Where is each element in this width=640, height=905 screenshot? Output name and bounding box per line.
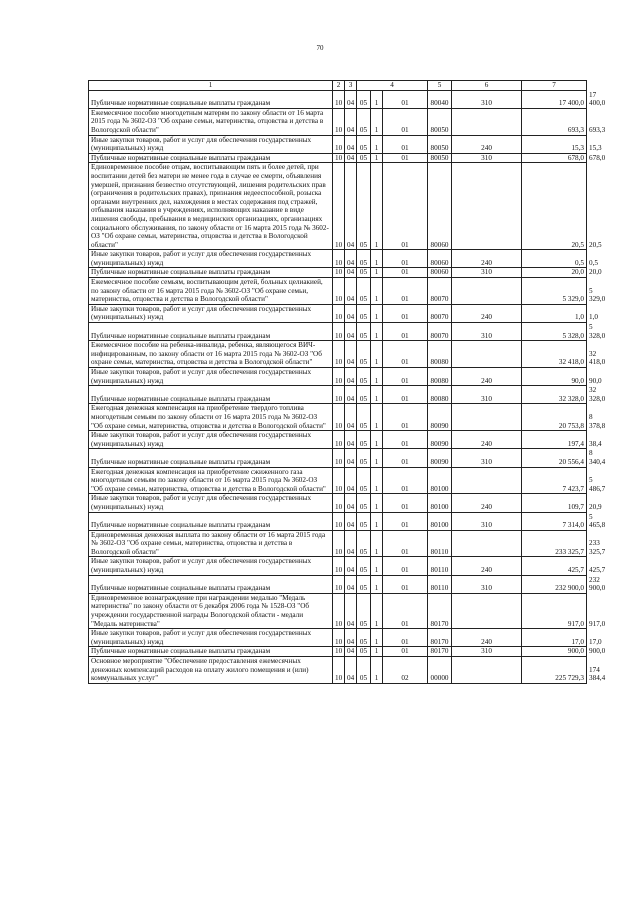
subprogram-code-cell: 1: [371, 135, 383, 153]
subsection-code-cell: 04: [345, 512, 357, 530]
subsection-code-cell: 04: [345, 557, 357, 575]
expense-type-cell: 310: [452, 449, 522, 467]
section-code-cell: 10: [333, 657, 345, 684]
subsection-code-cell: 04: [345, 593, 357, 628]
direction-code-cell: 80070: [428, 278, 452, 305]
section-code-cell: 10: [333, 494, 345, 512]
subsection-code-cell: 04: [345, 431, 357, 449]
table-row: Публичные нормативные социальные выплаты гражданам 10 04 05 1 01 80060 310 20,0 20,0: [89, 268, 587, 278]
page-number: 70: [316, 44, 324, 52]
row-name-cell: Иные закупки товаров, работ и услуг для обеспечения государственных (муниципальных) нужд: [89, 250, 333, 268]
table-row: Единовременное вознаграждение при награждении медалью "Медаль материнства" по закону области от 6 декабря 2006 года № 1528-ОЗ "Об учреждении государственной награды Вологодской области - медали "Медаль материнства" 10 04 05 1 01 80170 917,0 917,0: [89, 593, 587, 628]
row-name-cell: Единовременная денежная выплата по закону области от 16 марта 2015 года № 3602-ОЗ "Об охране семьи, материнства, отцовства и детства в Вологодской области": [89, 530, 333, 557]
direction-code-cell: 80050: [428, 135, 452, 153]
amount-year1-cell: 1,0: [522, 304, 587, 322]
program-code-cell: 05: [357, 368, 371, 386]
program-code-cell: 05: [357, 108, 371, 135]
program-code-cell: 05: [357, 90, 371, 108]
direction-code-cell: 80170: [428, 629, 452, 647]
section-code-cell: 10: [333, 647, 345, 657]
subsection-code-cell: 04: [345, 467, 357, 494]
amount-year1-cell: 233 325,7: [522, 530, 587, 557]
section-code-cell: 10: [333, 512, 345, 530]
section-code-cell: 10: [333, 108, 345, 135]
program-code-cell: 05: [357, 657, 371, 684]
subsection-code-cell: 04: [345, 494, 357, 512]
direction-code-cell: 80170: [428, 593, 452, 628]
subsection-code-cell: 04: [345, 268, 357, 278]
expense-type-cell: 240: [452, 250, 522, 268]
row-name-cell: Публичные нормативные социальные выплаты гражданам: [89, 386, 333, 404]
program-code-cell: 05: [357, 153, 371, 163]
program-code-cell: 05: [357, 268, 371, 278]
row-name-cell: Иные закупки товаров, работ и услуг для обеспечения государственных (муниципальных) нужд: [89, 431, 333, 449]
row-name-cell: Иные закупки товаров, работ и услуг для обеспечения государственных (муниципальных) нужд: [89, 368, 333, 386]
subprogram-code-cell: 1: [371, 629, 383, 647]
program-code-cell: 05: [357, 512, 371, 530]
program-code-cell: 05: [357, 278, 371, 305]
activity-code-cell: 01: [383, 341, 428, 368]
table-row: Ежемесячное пособие многодетным матерям по закону области от 16 марта 2015 года № 3602-ОЗ "Об охране семьи, материнства, отцовства и детства в Вологодской области" 10 04 05 1 01 80050 693,3 693,3: [89, 108, 587, 135]
amount-year1-cell: 7 314,0: [522, 512, 587, 530]
table-row: Иные закупки товаров, работ и услуг для обеспечения государственных (муниципальных) нужд 10 04 05 1 01 80170 240 17,0 17,0: [89, 629, 587, 647]
activity-code-cell: 01: [383, 90, 428, 108]
table-row: Ежегодная денежная компенсация на приобретение сжиженного газа многодетным семьям по закону области от 16 марта 2015 года № 3602-ОЗ "Об охране семьи, материнства, отцовства и детства в Вологодской области" 10 04 05 1 01 80100 7 423,7 5 486,7: [89, 467, 587, 494]
expense-type-cell: 240: [452, 494, 522, 512]
activity-code-cell: 01: [383, 467, 428, 494]
amount-year1-cell: 32 328,0: [522, 386, 587, 404]
amount-year1-cell: 17 400,0: [522, 90, 587, 108]
activity-code-cell: 01: [383, 449, 428, 467]
activity-code-cell: 01: [383, 304, 428, 322]
amount-year1-cell: 90,0: [522, 368, 587, 386]
program-code-cell: 05: [357, 494, 371, 512]
section-code-cell: 10: [333, 557, 345, 575]
direction-code-cell: 80060: [428, 250, 452, 268]
program-code-cell: 05: [357, 250, 371, 268]
activity-code-cell: 01: [383, 593, 428, 628]
program-code-cell: 05: [357, 575, 371, 593]
amount-year1-cell: 917,0: [522, 593, 587, 628]
activity-code-cell: 01: [383, 512, 428, 530]
program-code-cell: 05: [357, 163, 371, 250]
direction-code-cell: 80110: [428, 575, 452, 593]
subprogram-code-cell: 1: [371, 368, 383, 386]
expense-type-cell: 240: [452, 431, 522, 449]
subprogram-code-cell: 1: [371, 512, 383, 530]
row-name-cell: Единовременное вознаграждение при награждении медалью "Медаль материнства" по закону области от 6 декабря 2006 года № 1528-ОЗ "Об учреждении государственной награды Вологодской области - медали "Медаль материнства": [89, 593, 333, 628]
table-row: Публичные нормативные социальные выплаты гражданам 10 04 05 1 01 80090 310 20 556,4 8 340,4: [89, 449, 587, 467]
expense-type-cell: [452, 530, 522, 557]
table-row: Единовременное пособие отцам, воспитывающим пять и более детей, при воспитании детей без матери не менее года в случае ее смерти, объявления умершей, признания безвестно отсутствующей, лишения родительских прав (ограничения в родительских правах), признания недееспособной, розыска органами внутренних дел, нахождения в местах содержания под стражей, отбывания наказания в учреждениях, исполняющих наказание в виде лишения свободы, пребывания в медицинских организациях, организациях социального обслуживания, по закону области от 16 марта 2015 года № 3602-ОЗ "Об охране семьи, материнства, отцовства и детства в Вологодской области" 10 04 05 1 01 80060 20,5 20,5: [89, 163, 587, 250]
amount-year1-cell: 0,5: [522, 250, 587, 268]
amount-year1-cell: 15,3: [522, 135, 587, 153]
amount-year1-cell: 32 418,0: [522, 341, 587, 368]
header-col-6: 6: [452, 81, 522, 91]
table-row: Публичные нормативные социальные выплаты гражданам 10 04 05 1 01 80080 310 32 328,0 32 328,0: [89, 386, 587, 404]
activity-code-cell: 01: [383, 629, 428, 647]
subprogram-code-cell: 1: [371, 386, 383, 404]
program-code-cell: 05: [357, 467, 371, 494]
subsection-code-cell: 04: [345, 135, 357, 153]
expense-type-cell: 310: [452, 575, 522, 593]
program-code-cell: 05: [357, 530, 371, 557]
section-code-cell: 10: [333, 593, 345, 628]
subsection-code-cell: 04: [345, 250, 357, 268]
subsection-code-cell: 04: [345, 153, 357, 163]
activity-code-cell: 01: [383, 278, 428, 305]
table-row: Ежегодная денежная компенсация на приобретение твердого топлива многодетным семьям по закону области от 16 марта 2015 года № 3602-ОЗ "Об охране семьи, материнства, отцовства и детства в Вологодской области" 10 04 05 1 01 80090 20 753,8 8 378,8: [89, 404, 587, 431]
direction-code-cell: 80100: [428, 494, 452, 512]
amount-year1-cell: 678,0: [522, 153, 587, 163]
direction-code-cell: 80070: [428, 304, 452, 322]
expense-type-cell: 310: [452, 90, 522, 108]
subsection-code-cell: 04: [345, 404, 357, 431]
row-name-cell: Иные закупки товаров, работ и услуг для обеспечения государственных (муниципальных) нужд: [89, 494, 333, 512]
program-code-cell: 05: [357, 593, 371, 628]
subprogram-code-cell: 1: [371, 647, 383, 657]
amount-year1-cell: 20 556,4: [522, 449, 587, 467]
expense-type-cell: 310: [452, 647, 522, 657]
section-code-cell: 10: [333, 135, 345, 153]
table-header-row: [89, 81, 587, 91]
subsection-code-cell: 04: [345, 368, 357, 386]
subprogram-code-cell: 1: [371, 467, 383, 494]
program-code-cell: 05: [357, 449, 371, 467]
activity-code-cell: 02: [383, 657, 428, 684]
program-code-cell: 05: [357, 135, 371, 153]
subprogram-code-cell: 1: [371, 449, 383, 467]
section-code-cell: 10: [333, 629, 345, 647]
row-name-cell: Публичные нормативные социальные выплаты гражданам: [89, 647, 333, 657]
subsection-code-cell: 04: [345, 449, 357, 467]
direction-code-cell: 80090: [428, 404, 452, 431]
program-code-cell: 05: [357, 323, 371, 341]
expense-type-cell: 240: [452, 557, 522, 575]
direction-code-cell: 80080: [428, 386, 452, 404]
section-code-cell: 10: [333, 323, 345, 341]
activity-code-cell: 01: [383, 250, 428, 268]
row-name-cell: Иные закупки товаров, работ и услуг для обеспечения государственных (муниципальных) нужд: [89, 304, 333, 322]
activity-code-cell: 01: [383, 268, 428, 278]
header-col-5: 5: [428, 81, 452, 91]
subprogram-code-cell: 1: [371, 250, 383, 268]
table-row: Публичные нормативные социальные выплаты гражданам 10 04 05 1 01 80100 310 7 314,0 5 465,8: [89, 512, 587, 530]
activity-code-cell: 01: [383, 135, 428, 153]
subprogram-code-cell: 1: [371, 530, 383, 557]
table-row: Публичные нормативные социальные выплаты гражданам 10 04 05 1 01 80040 310 17 400,0 17 400,0: [89, 90, 587, 108]
table-row: Иные закупки товаров, работ и услуг для обеспечения государственных (муниципальных) нужд 10 04 05 1 01 80090 240 197,4 38,4: [89, 431, 587, 449]
program-code-cell: 05: [357, 404, 371, 431]
row-name-cell: Единовременное пособие отцам, воспитывающим пять и более детей, при воспитании детей без матери не менее года в случае ее смерти, объявления умершей, признания безвестно отсутствующей, лишения родительских прав (ограничения в родительских правах), признания недееспособной, розыска органами внутренних дел, нахождения в местах содержания под стражей, отбывания наказания в учреждениях, исполняющих наказание в виде лишения свободы, пребывания в медицинских организациях, организациях социального обслуживания, по закону области от 16 марта 2015 года № 3602-ОЗ "Об охране семьи, материнства, отцовства и детства в Вологодской области": [89, 163, 333, 250]
direction-code-cell: 80170: [428, 647, 452, 657]
subsection-code-cell: 04: [345, 386, 357, 404]
subprogram-code-cell: 1: [371, 404, 383, 431]
section-code-cell: 10: [333, 268, 345, 278]
expense-type-cell: 310: [452, 323, 522, 341]
activity-code-cell: 01: [383, 494, 428, 512]
row-name-cell: Ежемесячное пособие семьям, воспитывающим детей, больных целиакией, по закону области от 16 марта 2015 года № 3602-ОЗ "Об охране семьи, материнства, отцовства и детства в Вологодской области": [89, 278, 333, 305]
subsection-code-cell: 04: [345, 108, 357, 135]
section-code-cell: 10: [333, 90, 345, 108]
expense-type-cell: 240: [452, 135, 522, 153]
section-code-cell: 10: [333, 449, 345, 467]
activity-code-cell: 01: [383, 153, 428, 163]
amount-year1-cell: 7 423,7: [522, 467, 587, 494]
direction-code-cell: 80060: [428, 163, 452, 250]
program-code-cell: 05: [357, 304, 371, 322]
expense-type-cell: [452, 278, 522, 305]
program-code-cell: 05: [357, 386, 371, 404]
expense-type-cell: [452, 108, 522, 135]
expense-type-cell: [452, 467, 522, 494]
table-row: Публичные нормативные социальные выплаты гражданам 10 04 05 1 01 80110 310 232 900,0 232 900,0: [89, 575, 587, 593]
expense-type-cell: 240: [452, 629, 522, 647]
table-row: Иные закупки товаров, работ и услуг для обеспечения государственных (муниципальных) нужд 10 04 05 1 01 80060 240 0,5 0,5: [89, 250, 587, 268]
subsection-code-cell: 04: [345, 575, 357, 593]
amount-year1-cell: 232 900,0: [522, 575, 587, 593]
direction-code-cell: 80050: [428, 108, 452, 135]
subprogram-code-cell: 1: [371, 278, 383, 305]
row-name-cell: Публичные нормативные социальные выплаты гражданам: [89, 323, 333, 341]
row-name-cell: Публичные нормативные социальные выплаты гражданам: [89, 512, 333, 530]
program-code-cell: 05: [357, 557, 371, 575]
activity-code-cell: 01: [383, 108, 428, 135]
expense-type-cell: 240: [452, 368, 522, 386]
amount-year1-cell: 109,7: [522, 494, 587, 512]
row-name-cell: Публичные нормативные социальные выплаты гражданам: [89, 90, 333, 108]
section-code-cell: 10: [333, 404, 345, 431]
subsection-code-cell: 04: [345, 163, 357, 250]
table-row: Основное мероприятие "Обеспечение предоставления ежемесячных денежных компенсаций расходов на оплату жилого помещения и (или) коммунальных услуг" 10 04 05 1 02 00000 225 729,3 174 384,4: [89, 657, 587, 684]
budget-table: [88, 80, 606, 684]
expense-type-cell: 310: [452, 512, 522, 530]
table-row: Ежемесячное пособие семьям, воспитывающим детей, больных целиакией, по закону области от 16 марта 2015 года № 3602-ОЗ "Об охране семьи, материнства, отцовства и детства в Вологодской области" 10 04 05 1 01 80070 5 329,0 5 329,0: [89, 278, 587, 305]
amount-year1-cell: 5 329,0: [522, 278, 587, 305]
subsection-code-cell: 04: [345, 629, 357, 647]
subprogram-code-cell: 1: [371, 108, 383, 135]
activity-code-cell: 01: [383, 431, 428, 449]
subprogram-code-cell: 1: [371, 557, 383, 575]
amount-year1-cell: 20,5: [522, 163, 587, 250]
section-code-cell: 10: [333, 153, 345, 163]
table-row: Публичные нормативные социальные выплаты гражданам 10 04 05 1 01 80070 310 5 328,0 5 328,0: [89, 323, 587, 341]
expense-type-cell: [452, 404, 522, 431]
row-name-cell: Ежемесячное пособие многодетным матерям по закону области от 16 марта 2015 года № 3602-ОЗ "Об охране семьи, материнства, отцовства и детства в Вологодской области": [89, 108, 333, 135]
program-code-cell: 05: [357, 647, 371, 657]
expense-type-cell: [452, 657, 522, 684]
section-code-cell: 10: [333, 163, 345, 250]
section-code-cell: 10: [333, 530, 345, 557]
row-name-cell: Иные закупки товаров, работ и услуг для обеспечения государственных (муниципальных) нужд: [89, 557, 333, 575]
subsection-code-cell: 04: [345, 90, 357, 108]
amount-year1-cell: 17,0: [522, 629, 587, 647]
row-name-cell: Ежегодная денежная компенсация на приобретение сжиженного газа многодетным семьям по закону области от 16 марта 2015 года № 3602-ОЗ "Об охране семьи, материнства, отцовства и детства в Вологодской области": [89, 467, 333, 494]
row-name-cell: Публичные нормативные социальные выплаты гражданам: [89, 449, 333, 467]
section-code-cell: 10: [333, 467, 345, 494]
subprogram-code-cell: 1: [371, 304, 383, 322]
expense-type-cell: 310: [452, 153, 522, 163]
table-row: Единовременная денежная выплата по закону области от 16 марта 2015 года № 3602-ОЗ "Об охране семьи, материнства, отцовства и детства в Вологодской области" 10 04 05 1 01 80110 233 325,7 233 325,7: [89, 530, 587, 557]
amount-year1-cell: 900,0: [522, 647, 587, 657]
header-col-7: 7: [522, 81, 587, 91]
subprogram-code-cell: 1: [371, 593, 383, 628]
header-col-4: 4: [357, 81, 428, 91]
amount-year1-cell: 20 753,8: [522, 404, 587, 431]
row-name-cell: Иные закупки товаров, работ и услуг для обеспечения государственных (муниципальных) нужд: [89, 135, 333, 153]
subprogram-code-cell: 1: [371, 494, 383, 512]
row-name-cell: Иные закупки товаров, работ и услуг для обеспечения государственных (муниципальных) нужд: [89, 629, 333, 647]
header-col-1: 1: [89, 81, 333, 91]
expense-type-cell: 240: [452, 304, 522, 322]
section-code-cell: 10: [333, 250, 345, 268]
direction-code-cell: 80070: [428, 323, 452, 341]
direction-code-cell: 80110: [428, 530, 452, 557]
activity-code-cell: 01: [383, 530, 428, 557]
subsection-code-cell: 04: [345, 304, 357, 322]
table-row: Публичные нормативные социальные выплаты гражданам 10 04 05 1 01 80170 310 900,0 900,0: [89, 647, 587, 657]
expense-type-cell: [452, 593, 522, 628]
subprogram-code-cell: 1: [371, 163, 383, 250]
direction-code-cell: 00000: [428, 657, 452, 684]
table-row: Иные закупки товаров, работ и услуг для обеспечения государственных (муниципальных) нужд 10 04 05 1 01 80080 240 90,0 90,0: [89, 368, 587, 386]
activity-code-cell: 01: [383, 368, 428, 386]
direction-code-cell: 80080: [428, 341, 452, 368]
amount-year1-cell: 425,7: [522, 557, 587, 575]
section-code-cell: 10: [333, 431, 345, 449]
subprogram-code-cell: 1: [371, 268, 383, 278]
activity-code-cell: 01: [383, 386, 428, 404]
activity-code-cell: 01: [383, 163, 428, 250]
direction-code-cell: 80100: [428, 512, 452, 530]
header-col-3: 3: [345, 81, 357, 91]
table-row: Публичные нормативные социальные выплаты гражданам 10 04 05 1 01 80050 310 678,0 678,0: [89, 153, 587, 163]
expense-type-cell: 310: [452, 386, 522, 404]
subprogram-code-cell: 1: [371, 153, 383, 163]
table-row: Ежемесячное пособие на ребенка-инвалида, ребенка, являющегося ВИЧ-инфицированным, по закону области от 16 марта 2015 года № 3602-ОЗ "Об охране семьи, материнства, отцовства и детства в Вологодской области" 10 04 05 1 01 80080 32 418,0 32 418,0: [89, 341, 587, 368]
subsection-code-cell: 04: [345, 341, 357, 368]
subprogram-code-cell: 1: [371, 90, 383, 108]
subprogram-code-cell: 1: [371, 341, 383, 368]
table-row: Иные закупки товаров, работ и услуг для обеспечения государственных (муниципальных) нужд 10 04 05 1 01 80070 240 1,0 1,0: [89, 304, 587, 322]
table-row: Иные закупки товаров, работ и услуг для обеспечения государственных (муниципальных) нужд 10 04 05 1 01 80100 240 109,7 20,9: [89, 494, 587, 512]
amount-year1-cell: 20,0: [522, 268, 587, 278]
subsection-code-cell: 04: [345, 323, 357, 341]
activity-code-cell: 01: [383, 557, 428, 575]
activity-code-cell: 01: [383, 575, 428, 593]
direction-code-cell: 80090: [428, 449, 452, 467]
direction-code-cell: 80060: [428, 268, 452, 278]
table-row: Иные закупки товаров, работ и услуг для обеспечения государственных (муниципальных) нужд 10 04 05 1 01 80110 240 425,7 425,7: [89, 557, 587, 575]
direction-code-cell: 80090: [428, 431, 452, 449]
row-name-cell: Публичные нормативные социальные выплаты гражданам: [89, 575, 333, 593]
direction-code-cell: 80040: [428, 90, 452, 108]
subprogram-code-cell: 1: [371, 657, 383, 684]
section-code-cell: 10: [333, 278, 345, 305]
section-code-cell: 10: [333, 368, 345, 386]
activity-code-cell: 01: [383, 404, 428, 431]
section-code-cell: 10: [333, 575, 345, 593]
header-col-2: 2: [333, 81, 345, 91]
direction-code-cell: 80110: [428, 557, 452, 575]
direction-code-cell: 80050: [428, 153, 452, 163]
table-row: Иные закупки товаров, работ и услуг для обеспечения государственных (муниципальных) нужд 10 04 05 1 01 80050 240 15,3 15,3: [89, 135, 587, 153]
subsection-code-cell: 04: [345, 278, 357, 305]
section-code-cell: 10: [333, 341, 345, 368]
row-name-cell: Публичные нормативные социальные выплаты гражданам: [89, 268, 333, 278]
subprogram-code-cell: 1: [371, 323, 383, 341]
direction-code-cell: 80080: [428, 368, 452, 386]
section-code-cell: 10: [333, 386, 345, 404]
amount-year1-cell: 197,4: [522, 431, 587, 449]
direction-code-cell: 80100: [428, 467, 452, 494]
expense-type-cell: [452, 163, 522, 250]
expense-type-cell: [452, 341, 522, 368]
program-code-cell: 05: [357, 431, 371, 449]
subsection-code-cell: 04: [345, 657, 357, 684]
subsection-code-cell: 04: [345, 530, 357, 557]
program-code-cell: 05: [357, 629, 371, 647]
section-code-cell: 10: [333, 304, 345, 322]
subsection-code-cell: 04: [345, 647, 357, 657]
subprogram-code-cell: 1: [371, 575, 383, 593]
row-name-cell: Ежемесячное пособие на ребенка-инвалида, ребенка, являющегося ВИЧ-инфицированным, по закону области от 16 марта 2015 года № 3602-ОЗ "Об охране семьи, материнства, отцовства и детства в Вологодской области": [89, 341, 333, 368]
amount-year1-cell: 5 328,0: [522, 323, 587, 341]
program-code-cell: 05: [357, 341, 371, 368]
activity-code-cell: 01: [383, 647, 428, 657]
row-name-cell: Публичные нормативные социальные выплаты гражданам: [89, 153, 333, 163]
row-name-cell: Основное мероприятие "Обеспечение предоставления ежемесячных денежных компенсаций расходов на оплату жилого помещения и (или) коммунальных услуг": [89, 657, 333, 684]
activity-code-cell: 01: [383, 323, 428, 341]
expense-type-cell: 310: [452, 268, 522, 278]
amount-year1-cell: 693,3: [522, 108, 587, 135]
row-name-cell: Ежегодная денежная компенсация на приобретение твердого топлива многодетным семьям по закону области от 16 марта 2015 года № 3602-ОЗ "Об охране семьи, материнства, отцовства и детства в Вологодской области": [89, 404, 333, 431]
amount-year1-cell: 225 729,3: [522, 657, 587, 684]
subprogram-code-cell: 1: [371, 431, 383, 449]
